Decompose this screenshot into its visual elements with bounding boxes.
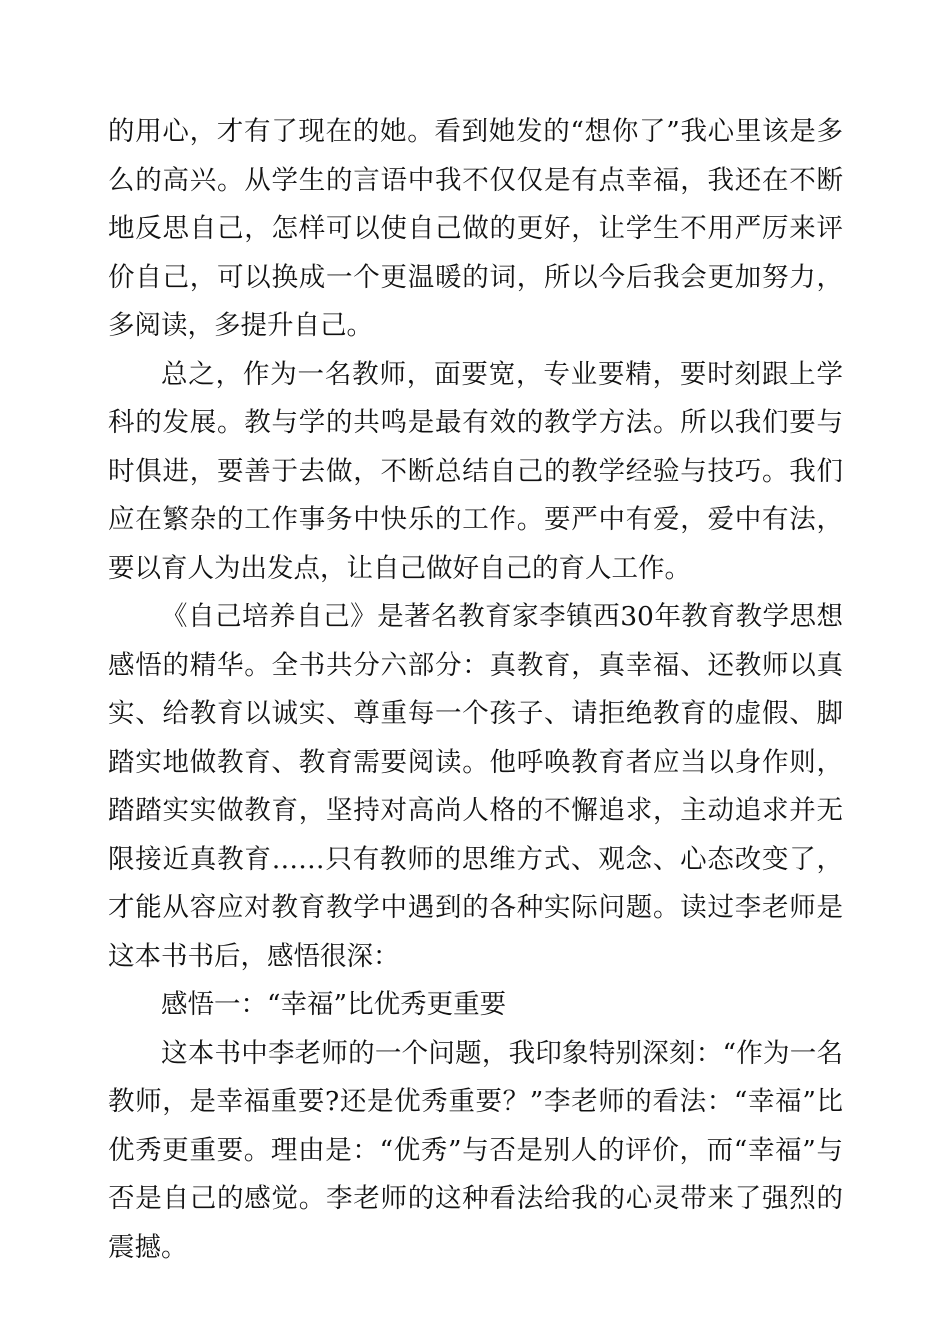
paragraph-4-heading: 感悟一：“幸福”比优秀更重要 (161, 989, 507, 1020)
document-body (108, 108, 843, 1272)
paragraph-3: 《自己培养自己》是著名教育家李镇西30年教育教学思想感悟的精华。全书共分六部分：真教育，真幸福、还教师以真实、给教育以诚实、尊重每一个孩子、请拒绝教育的虚假、脚踏实地做教育、教育需要阅读。他呼唤教育者应当以身作则，踏踏实实做教育，坚持对高尚人格的不懈追求，主动追求并无限接近真教育……只有教师的思维方式、观念、心态改变了，才能从容应对教育教学中遇到的各种实际问题。读过李老师是这本书书后，感悟很深： (108, 601, 843, 972)
paragraph-2: 总之，作为一名教师，面要宽，专业要精，要时刻跟上学科的发展。教与学的共鸣是最有效的教学方法。所以我们要与时俱进，要善于去做，不断总结自己的教学经验与技巧。我们应在繁杂的工作事务中快乐的工作。要严中有爱，爱中有法，要以育人为出发点，让自己做好自己的育人工作。 (108, 358, 843, 584)
paragraph-5: 这本书中李老师的一个问题，我印象特别深刻：“作为一名教师，是幸福重要?还是优秀重要？”李老师的看法：“幸福”比优秀更重要。理由是：“优秀”与否是别人的评价，而“幸福”与否是自己的感觉。李老师的这种看法给我的心灵带来了强烈的震撼。 (108, 1037, 843, 1263)
paragraph-1: 的用心，才有了现在的她。看到她发的“想你了”我心里该是多么的高兴。从学生的言语中我不仅仅是有点幸福，我还在不断地反思自己，怎样可以使自己做的更好，让学生不用严厉来评价自己，可以换成一个更温暖的词，所以今后我会更加努力，多阅读，多提升自己。 (108, 116, 843, 341)
